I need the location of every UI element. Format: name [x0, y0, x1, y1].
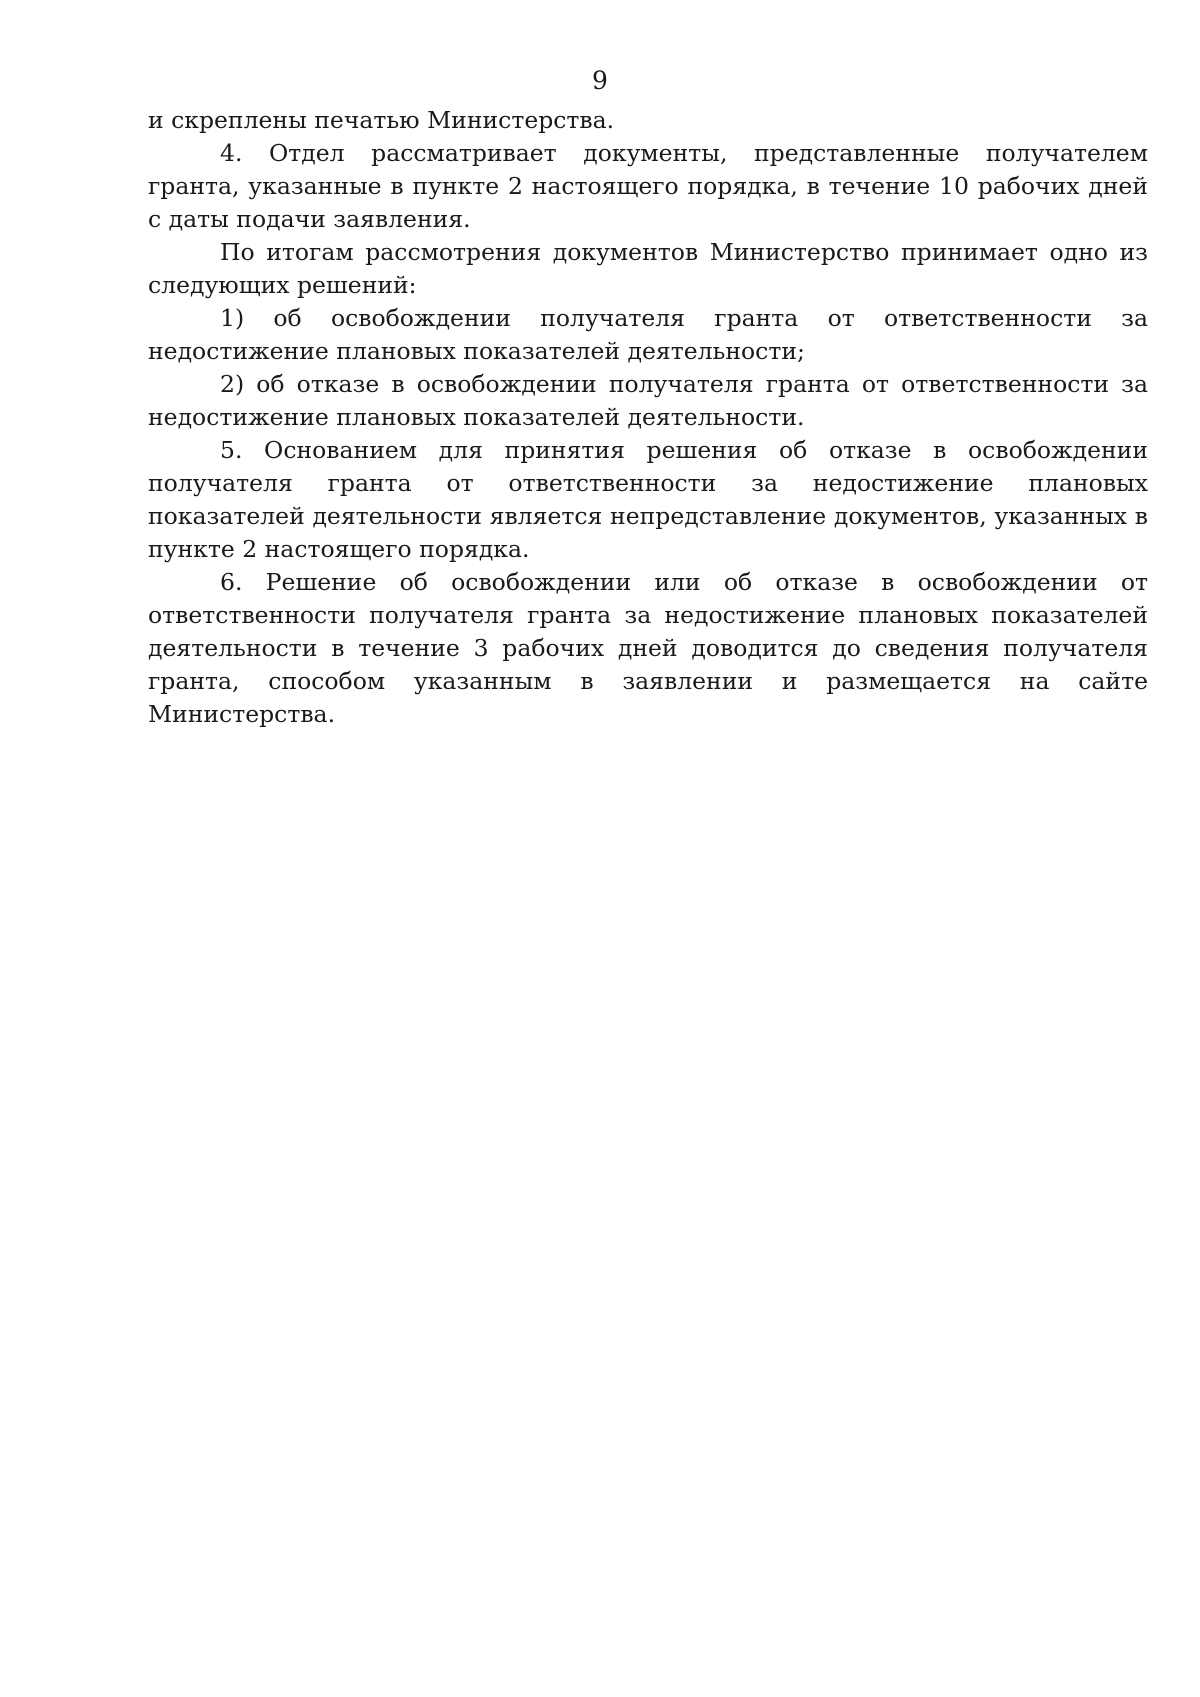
document-body: [148, 104, 1148, 731]
paragraph-item-6: 6. Решение об освобождении или об отказе в освобождении от ответственности получателя гранта за недостижение плановых показателей деятельности в течение 3 рабочих дней доводится до сведения получателя гранта, способом указанным в заявлении и размещается на сайте Министерства.: [148, 568, 1148, 728]
paragraph-item-5: 5. Основанием для принятия решения об отказе в освобождении получателя гранта от ответственности за недостижение плановых показателей деятельности является непредставление документов, указанных в пункте 2 настоящего порядка.: [148, 436, 1148, 563]
page-number: 9: [592, 66, 608, 95]
paragraph-continuation: и скреплены печатью Министерства.: [148, 106, 615, 134]
paragraph-decisions-intro: По итогам рассмотрения документов Министерство принимает одно из следующих решений:: [148, 238, 1148, 299]
paragraph-decision-2: 2) об отказе в освобождении получателя гранта от ответственности за недостижение плановых показателей деятельности.: [148, 370, 1148, 431]
paragraph-item-4: 4. Отдел рассматривает документы, представленные получателем гранта, указанные в пункте 2 настоящего порядка, в течение 10 рабочих дней с даты подачи заявления.: [148, 139, 1148, 233]
paragraph-decision-1: 1) об освобождении получателя гранта от ответственности за недостижение плановых показателей деятельности;: [148, 304, 1148, 365]
